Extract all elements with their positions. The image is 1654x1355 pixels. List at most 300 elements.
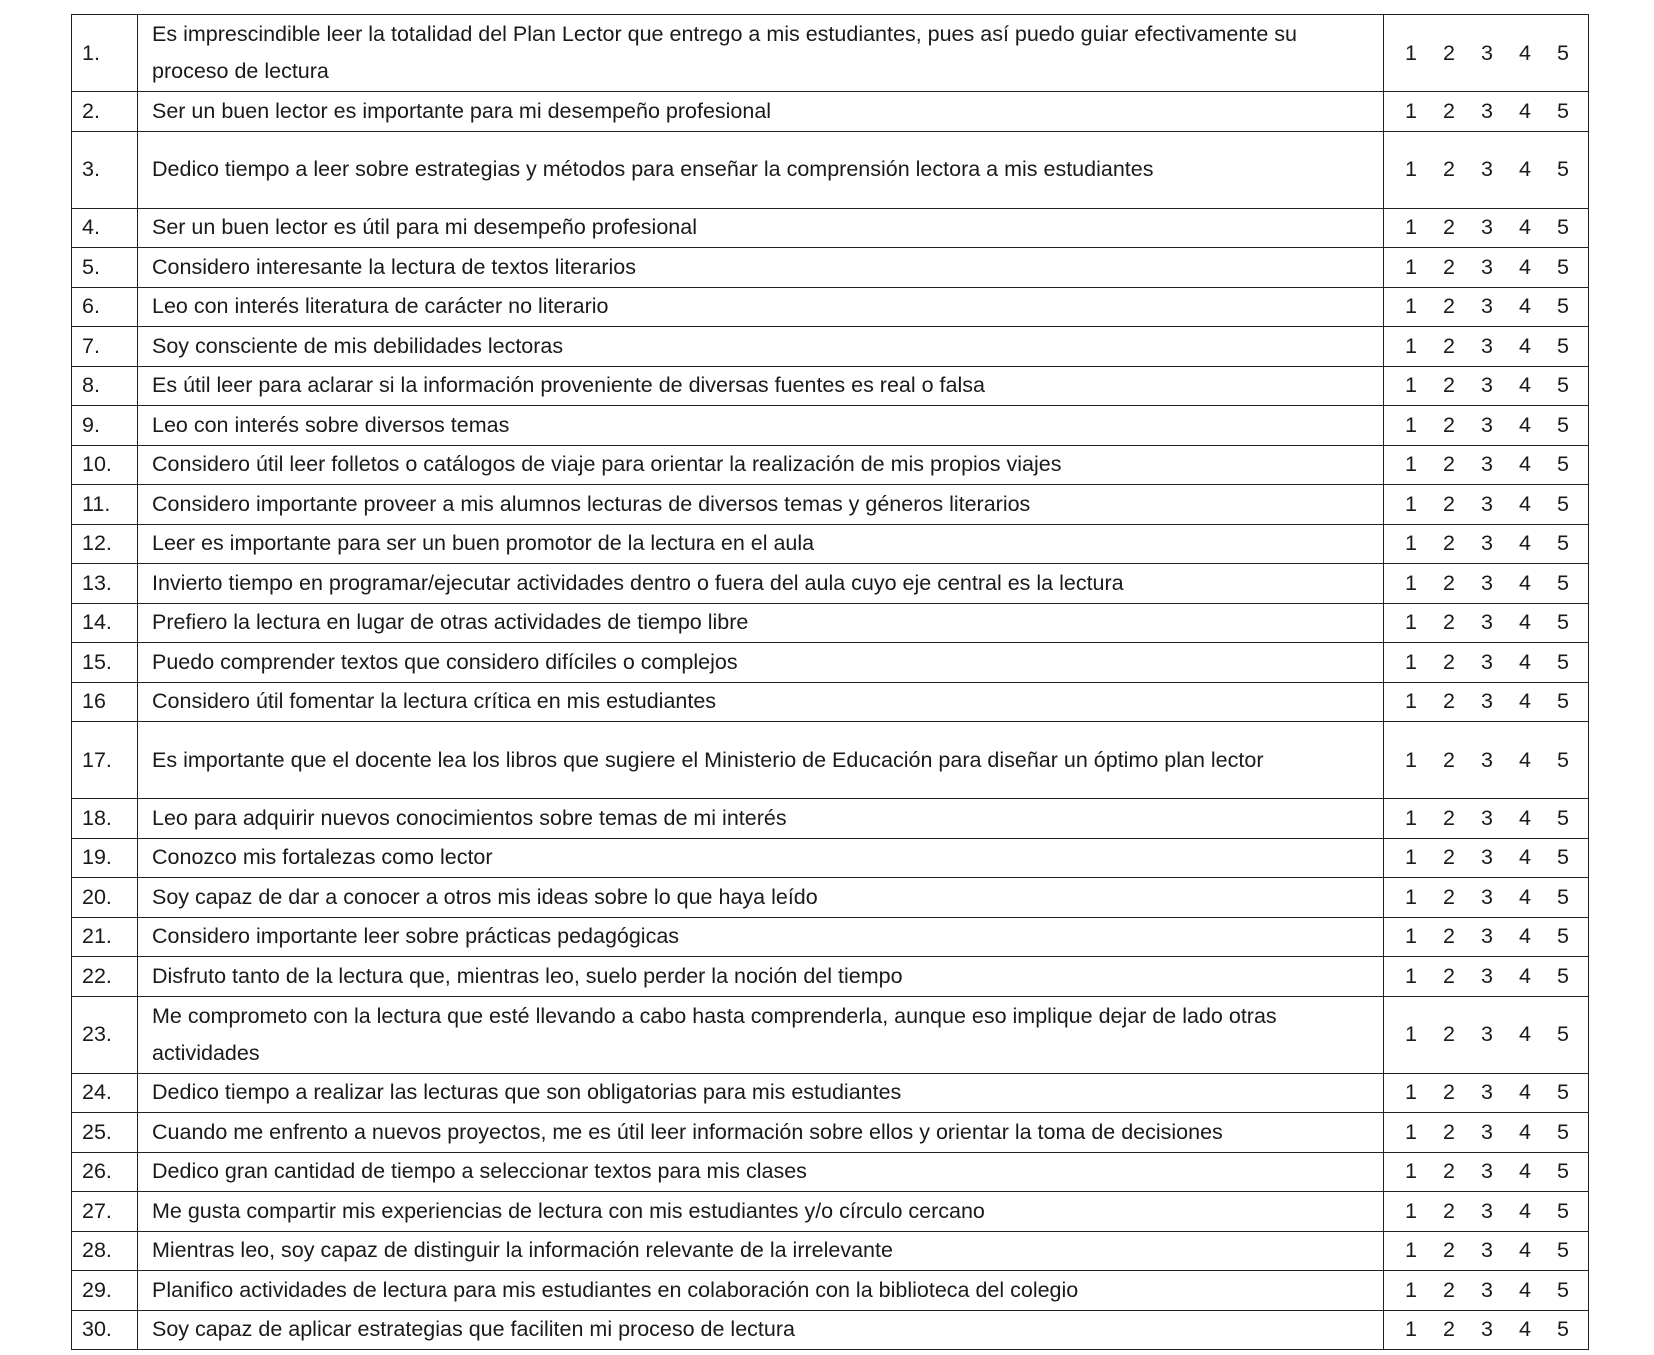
rating-option-1[interactable]: 1	[1405, 689, 1417, 714]
rating-option-4[interactable]: 4	[1519, 610, 1531, 635]
rating-option-2[interactable]: 2	[1443, 215, 1455, 240]
rating-option-1[interactable]: 1	[1405, 1022, 1417, 1046]
rating-options	[1384, 918, 1588, 955]
rating-option-4[interactable]: 4	[1519, 98, 1531, 123]
rating-option-5[interactable]: 5	[1557, 649, 1569, 674]
table-row	[72, 524, 1589, 564]
table-row	[72, 643, 1589, 683]
rating-scale	[1384, 799, 1589, 839]
table-row	[72, 996, 1589, 1073]
rating-option-4[interactable]: 4	[1519, 452, 1531, 477]
rating-option-3[interactable]: 3	[1481, 805, 1493, 830]
rating-option-4[interactable]: 4	[1519, 373, 1531, 398]
item-number: 28.	[72, 1231, 138, 1271]
rating-scale	[1384, 564, 1589, 604]
rating-scale	[1384, 722, 1589, 799]
rating-option-3[interactable]: 3	[1481, 1317, 1493, 1342]
rating-scale	[1384, 1113, 1589, 1153]
rating-option-5[interactable]: 5	[1557, 1159, 1569, 1184]
rating-scale	[1384, 917, 1589, 957]
rating-option-2[interactable]: 2	[1443, 884, 1455, 909]
rating-option-4[interactable]: 4	[1519, 294, 1531, 319]
rating-option-1[interactable]: 1	[1405, 924, 1417, 949]
item-number: 17.	[72, 722, 138, 799]
rating-option-1[interactable]: 1	[1405, 747, 1417, 772]
rating-options	[1384, 644, 1588, 681]
item-number: 24.	[72, 1073, 138, 1113]
table-row	[72, 92, 1589, 132]
item-number: 4.	[72, 208, 138, 248]
rating-option-1[interactable]: 1	[1405, 215, 1417, 240]
table-row	[72, 1152, 1589, 1192]
item-statement: Considero importante proveer a mis alumnos lecturas de diversos temas y géneros literarios	[138, 485, 1384, 525]
rating-option-1[interactable]: 1	[1405, 1159, 1417, 1184]
item-statement: Soy consciente de mis debilidades lectoras	[138, 327, 1384, 367]
rating-option-4[interactable]: 4	[1519, 1317, 1531, 1342]
table-row	[72, 208, 1589, 248]
rating-option-2[interactable]: 2	[1443, 805, 1455, 830]
item-number: 27.	[72, 1192, 138, 1232]
rating-option-5[interactable]: 5	[1557, 412, 1569, 437]
rating-option-5[interactable]: 5	[1557, 531, 1569, 556]
rating-options	[1384, 1193, 1588, 1230]
rating-option-1[interactable]: 1	[1405, 333, 1417, 358]
rating-option-3[interactable]: 3	[1481, 40, 1493, 65]
rating-options	[1384, 525, 1588, 562]
rating-option-2[interactable]: 2	[1443, 1317, 1455, 1342]
table-row	[72, 682, 1589, 722]
rating-option-3[interactable]: 3	[1481, 1080, 1493, 1105]
survey-table	[71, 14, 1589, 1350]
rating-option-4[interactable]: 4	[1519, 1277, 1531, 1302]
rating-options	[1384, 1074, 1588, 1111]
rating-option-1[interactable]: 1	[1405, 610, 1417, 635]
item-number: 5.	[72, 248, 138, 288]
rating-option-2[interactable]: 2	[1443, 294, 1455, 319]
rating-option-2[interactable]: 2	[1443, 747, 1455, 772]
survey-body	[72, 15, 1589, 1350]
rating-option-3[interactable]: 3	[1481, 412, 1493, 437]
rating-option-4[interactable]: 4	[1519, 254, 1531, 279]
item-statement: Leo con interés sobre diversos temas	[138, 406, 1384, 446]
rating-options	[1384, 1232, 1588, 1269]
rating-option-3[interactable]: 3	[1481, 610, 1493, 635]
rating-scale	[1384, 287, 1589, 327]
rating-option-5[interactable]: 5	[1557, 333, 1569, 358]
item-number: 15.	[72, 643, 138, 683]
rating-options	[1384, 328, 1588, 365]
rating-option-5[interactable]: 5	[1557, 689, 1569, 714]
rating-options	[1384, 249, 1588, 286]
rating-option-3[interactable]: 3	[1481, 452, 1493, 477]
rating-option-5[interactable]: 5	[1557, 1022, 1569, 1046]
rating-option-2[interactable]: 2	[1443, 40, 1455, 65]
rating-option-5[interactable]: 5	[1557, 40, 1569, 65]
rating-option-5[interactable]: 5	[1557, 373, 1569, 398]
item-statement: Me comprometo con la lectura que esté llevando a cabo hasta comprenderla, aunque eso implique dejar de lado otras actividades	[138, 996, 1384, 1073]
rating-scale	[1384, 1271, 1589, 1311]
rating-option-1[interactable]: 1	[1405, 373, 1417, 398]
item-statement: Puedo comprender textos que considero difíciles o complejos	[138, 643, 1384, 683]
rating-options	[1384, 93, 1588, 130]
rating-scale	[1384, 208, 1589, 248]
rating-option-5[interactable]: 5	[1557, 98, 1569, 123]
rating-option-2[interactable]: 2	[1443, 452, 1455, 477]
item-statement: Planifico actividades de lectura para mis estudiantes en colaboración con la biblioteca del colegio	[138, 1271, 1384, 1311]
rating-options	[1384, 1016, 1588, 1053]
rating-option-5[interactable]: 5	[1557, 805, 1569, 830]
rating-option-1[interactable]: 1	[1405, 157, 1417, 181]
rating-option-1[interactable]: 1	[1405, 884, 1417, 909]
rating-option-5[interactable]: 5	[1557, 924, 1569, 949]
table-row	[72, 1073, 1589, 1113]
rating-scale	[1384, 1073, 1589, 1113]
rating-option-4[interactable]: 4	[1519, 570, 1531, 595]
item-statement: Prefiero la lectura en lugar de otras actividades de tiempo libre	[138, 603, 1384, 643]
rating-option-3[interactable]: 3	[1481, 491, 1493, 516]
rating-options	[1384, 879, 1588, 916]
item-number: 22.	[72, 957, 138, 997]
rating-option-5[interactable]: 5	[1557, 884, 1569, 909]
rating-option-4[interactable]: 4	[1519, 805, 1531, 830]
table-row	[72, 603, 1589, 643]
rating-option-4[interactable]: 4	[1519, 1119, 1531, 1144]
rating-scale	[1384, 1192, 1589, 1232]
item-number: 2.	[72, 92, 138, 132]
rating-option-3[interactable]: 3	[1481, 1119, 1493, 1144]
rating-option-4[interactable]: 4	[1519, 1159, 1531, 1184]
item-number: 8.	[72, 366, 138, 406]
table-row	[72, 445, 1589, 485]
rating-scale	[1384, 682, 1589, 722]
table-row	[72, 366, 1589, 406]
item-statement: Considero importante leer sobre prácticas pedagógicas	[138, 917, 1384, 957]
item-number: 26.	[72, 1152, 138, 1192]
rating-scale	[1384, 15, 1589, 92]
rating-option-5[interactable]: 5	[1557, 963, 1569, 988]
table-row	[72, 1192, 1589, 1232]
table-row	[72, 248, 1589, 288]
item-statement: Es imprescindible leer la totalidad del Plan Lector que entrego a mis estudiantes, pues así puedo guiar efectivamente su proceso de lectura	[138, 15, 1384, 92]
item-statement: Ser un buen lector es importante para mi desempeño profesional	[138, 92, 1384, 132]
rating-option-3[interactable]: 3	[1481, 845, 1493, 870]
rating-options	[1384, 839, 1588, 876]
rating-option-4[interactable]: 4	[1519, 333, 1531, 358]
rating-option-4[interactable]: 4	[1519, 157, 1531, 181]
table-row	[72, 485, 1589, 525]
rating-option-3[interactable]: 3	[1481, 1277, 1493, 1302]
item-statement: Me gusta compartir mis experiencias de lectura con mis estudiantes y/o círculo cercano	[138, 1192, 1384, 1232]
rating-option-4[interactable]: 4	[1519, 40, 1531, 65]
rating-option-1[interactable]: 1	[1405, 1238, 1417, 1263]
rating-scale	[1384, 485, 1589, 525]
item-number: 10.	[72, 445, 138, 485]
rating-options	[1384, 742, 1588, 779]
table-row	[72, 15, 1589, 92]
rating-option-1[interactable]: 1	[1405, 452, 1417, 477]
rating-option-3[interactable]: 3	[1481, 570, 1493, 595]
item-number: 3.	[72, 131, 138, 208]
item-number: 16	[72, 682, 138, 722]
rating-option-1[interactable]: 1	[1405, 412, 1417, 437]
rating-option-3[interactable]: 3	[1481, 157, 1493, 181]
rating-option-2[interactable]: 2	[1443, 157, 1455, 181]
rating-option-2[interactable]: 2	[1443, 98, 1455, 123]
rating-option-5[interactable]: 5	[1557, 1238, 1569, 1263]
rating-scale	[1384, 957, 1589, 997]
item-statement: Cuando me enfrento a nuevos proyectos, me es útil leer información sobre ellos y orientar la toma de decisiones	[138, 1113, 1384, 1153]
rating-option-3[interactable]: 3	[1481, 689, 1493, 714]
table-row	[72, 1310, 1589, 1350]
rating-scale	[1384, 643, 1589, 683]
rating-option-2[interactable]: 2	[1443, 1119, 1455, 1144]
item-number: 21.	[72, 917, 138, 957]
rating-option-2[interactable]: 2	[1443, 610, 1455, 635]
rating-option-1[interactable]: 1	[1405, 1317, 1417, 1342]
item-number: 19.	[72, 838, 138, 878]
item-number: 14.	[72, 603, 138, 643]
rating-option-5[interactable]: 5	[1557, 747, 1569, 772]
rating-option-2[interactable]: 2	[1443, 1159, 1455, 1184]
rating-option-3[interactable]: 3	[1481, 884, 1493, 909]
rating-scale	[1384, 838, 1589, 878]
rating-option-2[interactable]: 2	[1443, 1238, 1455, 1263]
rating-scale	[1384, 878, 1589, 918]
rating-option-2[interactable]: 2	[1443, 845, 1455, 870]
item-statement: Es útil leer para aclarar si la información proveniente de diversas fuentes es real o falsa	[138, 366, 1384, 406]
item-statement: Dedico gran cantidad de tiempo a seleccionar textos para mis clases	[138, 1152, 1384, 1192]
rating-scale	[1384, 248, 1589, 288]
rating-option-2[interactable]: 2	[1443, 333, 1455, 358]
rating-option-3[interactable]: 3	[1481, 649, 1493, 674]
rating-scale	[1384, 406, 1589, 446]
rating-option-3[interactable]: 3	[1481, 294, 1493, 319]
rating-option-3[interactable]: 3	[1481, 254, 1493, 279]
rating-option-4[interactable]: 4	[1519, 531, 1531, 556]
rating-scale	[1384, 327, 1589, 367]
item-number: 9.	[72, 406, 138, 446]
rating-option-1[interactable]: 1	[1405, 254, 1417, 279]
rating-scale	[1384, 1231, 1589, 1271]
rating-option-3[interactable]: 3	[1481, 924, 1493, 949]
item-number: 7.	[72, 327, 138, 367]
rating-option-1[interactable]: 1	[1405, 1080, 1417, 1105]
item-statement: Es importante que el docente lea los libros que sugiere el Ministerio de Educación para diseñar un óptimo plan lector	[138, 722, 1384, 799]
rating-option-5[interactable]: 5	[1557, 570, 1569, 595]
rating-options	[1384, 604, 1588, 641]
rating-option-2[interactable]: 2	[1443, 649, 1455, 674]
item-statement: Dedico tiempo a leer sobre estrategias y métodos para enseñar la comprensión lectora a mis estudiantes	[138, 131, 1384, 208]
item-number: 30.	[72, 1310, 138, 1350]
rating-option-3[interactable]: 3	[1481, 373, 1493, 398]
rating-scale	[1384, 996, 1589, 1073]
rating-option-5[interactable]: 5	[1557, 157, 1569, 181]
rating-option-1[interactable]: 1	[1405, 98, 1417, 123]
rating-scale	[1384, 1310, 1589, 1350]
rating-option-1[interactable]: 1	[1405, 1198, 1417, 1223]
rating-option-1[interactable]: 1	[1405, 805, 1417, 830]
item-number: 18.	[72, 799, 138, 839]
table-row	[72, 957, 1589, 997]
item-statement: Disfruto tanto de la lectura que, mientras leo, suelo perder la noción del tiempo	[138, 957, 1384, 997]
table-row	[72, 799, 1589, 839]
rating-options	[1384, 683, 1588, 720]
rating-option-5[interactable]: 5	[1557, 1198, 1569, 1223]
rating-option-4[interactable]: 4	[1519, 1022, 1531, 1046]
rating-option-3[interactable]: 3	[1481, 215, 1493, 240]
rating-option-3[interactable]: 3	[1481, 333, 1493, 358]
rating-options	[1384, 1114, 1588, 1151]
rating-options	[1384, 1272, 1588, 1309]
rating-options	[1384, 407, 1588, 444]
rating-option-4[interactable]: 4	[1519, 689, 1531, 714]
rating-option-4[interactable]: 4	[1519, 649, 1531, 674]
rating-option-5[interactable]: 5	[1557, 215, 1569, 240]
rating-option-2[interactable]: 2	[1443, 1080, 1455, 1105]
item-number: 12.	[72, 524, 138, 564]
item-statement: Leo con interés literatura de carácter no literario	[138, 287, 1384, 327]
rating-option-1[interactable]: 1	[1405, 845, 1417, 870]
rating-option-2[interactable]: 2	[1443, 570, 1455, 595]
rating-option-4[interactable]: 4	[1519, 924, 1531, 949]
item-statement: Dedico tiempo a realizar las lecturas que son obligatorias para mis estudiantes	[138, 1073, 1384, 1113]
item-number: 29.	[72, 1271, 138, 1311]
rating-options	[1384, 35, 1588, 72]
rating-option-2[interactable]: 2	[1443, 531, 1455, 556]
table-row	[72, 1231, 1589, 1271]
rating-option-4[interactable]: 4	[1519, 963, 1531, 988]
rating-option-1[interactable]: 1	[1405, 963, 1417, 988]
table-row	[72, 1113, 1589, 1153]
rating-option-4[interactable]: 4	[1519, 215, 1531, 240]
rating-option-2[interactable]: 2	[1443, 1277, 1455, 1302]
rating-option-1[interactable]: 1	[1405, 491, 1417, 516]
item-number: 23.	[72, 996, 138, 1073]
table-row	[72, 1271, 1589, 1311]
rating-option-4[interactable]: 4	[1519, 747, 1531, 772]
rating-option-3[interactable]: 3	[1481, 531, 1493, 556]
rating-option-5[interactable]: 5	[1557, 1080, 1569, 1105]
rating-options	[1384, 958, 1588, 995]
rating-option-2[interactable]: 2	[1443, 689, 1455, 714]
item-number: 25.	[72, 1113, 138, 1153]
rating-option-5[interactable]: 5	[1557, 610, 1569, 635]
rating-option-1[interactable]: 1	[1405, 40, 1417, 65]
item-statement: Invierto tiempo en programar/ejecutar actividades dentro o fuera del aula cuyo eje central es la lectura	[138, 564, 1384, 604]
rating-option-1[interactable]: 1	[1405, 294, 1417, 319]
rating-option-2[interactable]: 2	[1443, 254, 1455, 279]
rating-options	[1384, 367, 1588, 404]
rating-scale	[1384, 131, 1589, 208]
rating-option-3[interactable]: 3	[1481, 98, 1493, 123]
rating-option-3[interactable]: 3	[1481, 963, 1493, 988]
rating-option-2[interactable]: 2	[1443, 491, 1455, 516]
item-statement: Considero interesante la lectura de textos literarios	[138, 248, 1384, 288]
rating-option-1[interactable]: 1	[1405, 649, 1417, 674]
table-row	[72, 878, 1589, 918]
rating-option-5[interactable]: 5	[1557, 1317, 1569, 1342]
table-row	[72, 406, 1589, 446]
rating-option-1[interactable]: 1	[1405, 531, 1417, 556]
item-statement: Soy capaz de dar a conocer a otros mis ideas sobre lo que haya leído	[138, 878, 1384, 918]
rating-option-3[interactable]: 3	[1481, 747, 1493, 772]
item-number: 13.	[72, 564, 138, 604]
rating-option-5[interactable]: 5	[1557, 491, 1569, 516]
rating-option-1[interactable]: 1	[1405, 1277, 1417, 1302]
rating-option-5[interactable]: 5	[1557, 845, 1569, 870]
rating-option-3[interactable]: 3	[1481, 1022, 1493, 1046]
rating-option-2[interactable]: 2	[1443, 1022, 1455, 1046]
item-number: 11.	[72, 485, 138, 525]
rating-option-1[interactable]: 1	[1405, 570, 1417, 595]
rating-option-2[interactable]: 2	[1443, 412, 1455, 437]
rating-options	[1384, 446, 1588, 483]
rating-option-2[interactable]: 2	[1443, 924, 1455, 949]
rating-option-4[interactable]: 4	[1519, 845, 1531, 870]
rating-options	[1384, 288, 1588, 325]
rating-option-2[interactable]: 2	[1443, 373, 1455, 398]
item-number: 1.	[72, 15, 138, 92]
rating-option-4[interactable]: 4	[1519, 1238, 1531, 1263]
rating-option-5[interactable]: 5	[1557, 452, 1569, 477]
rating-scale	[1384, 366, 1589, 406]
rating-scale	[1384, 603, 1589, 643]
rating-options	[1384, 1311, 1588, 1348]
rating-option-4[interactable]: 4	[1519, 1080, 1531, 1105]
rating-option-5[interactable]: 5	[1557, 294, 1569, 319]
item-statement: Mientras leo, soy capaz de distinguir la información relevante de la irrelevante	[138, 1231, 1384, 1271]
rating-option-5[interactable]: 5	[1557, 1119, 1569, 1144]
table-row	[72, 838, 1589, 878]
rating-option-4[interactable]: 4	[1519, 884, 1531, 909]
table-row	[72, 564, 1589, 604]
rating-option-3[interactable]: 3	[1481, 1238, 1493, 1263]
table-row	[72, 327, 1589, 367]
rating-option-4[interactable]: 4	[1519, 1198, 1531, 1223]
item-statement: Considero útil leer folletos o catálogos de viaje para orientar la realización de mis propios viajes	[138, 445, 1384, 485]
table-row	[72, 722, 1589, 799]
item-statement: Leer es importante para ser un buen promotor de la lectura en el aula	[138, 524, 1384, 564]
rating-option-2[interactable]: 2	[1443, 963, 1455, 988]
rating-scale	[1384, 1152, 1589, 1192]
rating-option-5[interactable]: 5	[1557, 1277, 1569, 1302]
rating-option-4[interactable]: 4	[1519, 412, 1531, 437]
table-row	[72, 287, 1589, 327]
rating-options	[1384, 486, 1588, 523]
rating-option-2[interactable]: 2	[1443, 1198, 1455, 1223]
rating-scale	[1384, 524, 1589, 564]
rating-options	[1384, 1153, 1588, 1190]
rating-option-4[interactable]: 4	[1519, 491, 1531, 516]
rating-option-5[interactable]: 5	[1557, 254, 1569, 279]
item-number: 6.	[72, 287, 138, 327]
rating-scale	[1384, 445, 1589, 485]
rating-options	[1384, 565, 1588, 602]
item-statement: Leo para adquirir nuevos conocimientos sobre temas de mi interés	[138, 799, 1384, 839]
rating-option-3[interactable]: 3	[1481, 1159, 1493, 1184]
item-statement: Considero útil fomentar la lectura crítica en mis estudiantes	[138, 682, 1384, 722]
rating-option-3[interactable]: 3	[1481, 1198, 1493, 1223]
item-statement: Soy capaz de aplicar estrategias que faciliten mi proceso de lectura	[138, 1310, 1384, 1350]
table-row	[72, 917, 1589, 957]
rating-options	[1384, 151, 1588, 188]
item-statement: Conozco mis fortalezas como lector	[138, 838, 1384, 878]
table-row	[72, 131, 1589, 208]
rating-scale	[1384, 92, 1589, 132]
rating-option-1[interactable]: 1	[1405, 1119, 1417, 1144]
rating-options	[1384, 209, 1588, 246]
rating-options	[1384, 800, 1588, 837]
